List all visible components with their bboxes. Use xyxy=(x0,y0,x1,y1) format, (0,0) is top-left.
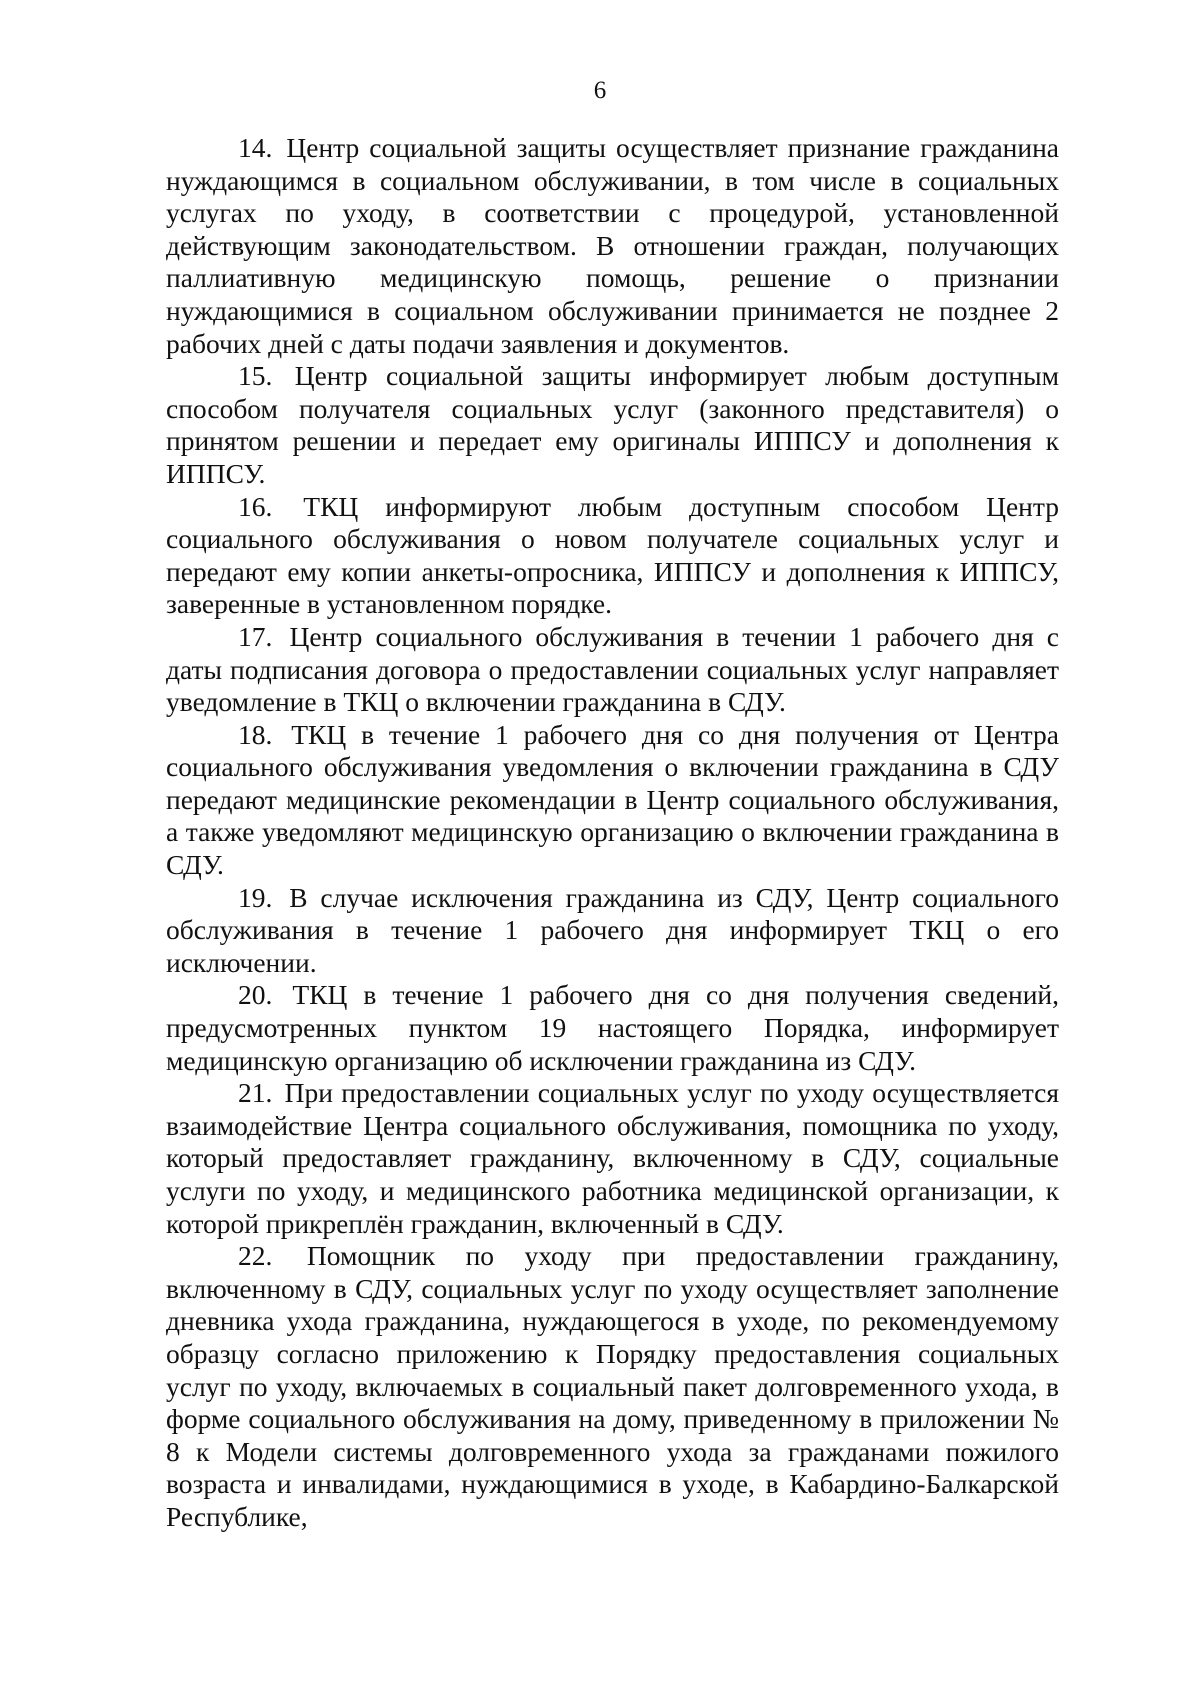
paragraph-number: 16. xyxy=(238,490,273,522)
paragraph-number: 15. xyxy=(238,360,273,392)
paragraph-16 xyxy=(166,491,1059,621)
paragraph-19 xyxy=(166,882,1059,980)
paragraph-number: 18. xyxy=(238,718,273,750)
paragraph-text: Центр социальной защиты осуществляет признание гражданина нуждающимся в социальном обслуживании, в том числе в социальных услугах по уходу, в соответствии с процедурой, установленной действующим законодательством. В отношении граждан, получающих паллиативную медицинскую помощь, решение о признании нуждающимися в социальном обслуживании принимается не позднее 2 рабочих дней с даты подачи заявления и документов. xyxy=(166,132,1060,359)
paragraph-21 xyxy=(166,1077,1059,1240)
paragraph-22 xyxy=(166,1240,1059,1533)
paragraph-text: В случае исключения гражданина из СДУ, Центр социального обслуживания в течение 1 рабочего дня информирует ТКЦ о его исключении. xyxy=(166,881,1060,978)
paragraph-text: Помощник по уходу при предоставлении гражданину, включенному в СДУ, социальных услуг по уходу осуществляет заполнение дневника ухода гражданина, нуждающегося в уходе, по рекомендуемому образцу согласно приложению к Порядку предоставления социальных услуг по уходу, включаемых в социальный пакет долговременного ухода, в форме социального обслуживания на дому, приведенному в приложении № 8 к Модели системы долговременного ухода за гражданами пожилого возраста и инвалидами, нуждающимися в уходе, в Кабардино-Балкарской Республике, xyxy=(166,1240,1060,1532)
paragraph-number: 14. xyxy=(238,132,273,163)
paragraph-text: Центр социальной защиты информирует любым доступным способом получателя социальных услуг (законного представителя) о принятом решении и передает ему оригиналы ИППСУ и дополнения к ИППСУ. xyxy=(166,360,1059,489)
paragraph-text: При предоставлении социальных услуг по уходу осуществляется взаимодействие Центра социального обслуживания, помощника по уходу, который предоставляет гражданину, включенному в СДУ, социальные услуги по уходу, и медицинского работника медицинской организации, к которой прикреплён гражданин, включенный в СДУ. xyxy=(166,1077,1060,1239)
paragraph-number: 19. xyxy=(238,881,273,913)
paragraph-number: 21. xyxy=(238,1077,273,1109)
document-body xyxy=(166,132,1059,1534)
paragraph-text: ТКЦ в течение 1 рабочего дня со дня получения от Центра социального обслуживания уведомления о включении гражданина в СДУ передают медицинские рекомендации в Центр социального обслуживания, а также уведомляют медицинскую организацию о включении гражданина в СДУ. xyxy=(166,718,1059,881)
paragraph-20 xyxy=(166,979,1059,1077)
paragraph-number: 17. xyxy=(238,620,273,652)
paragraph-17 xyxy=(166,621,1059,719)
paragraph-18 xyxy=(166,719,1059,882)
paragraph-14 xyxy=(166,132,1059,360)
paragraph-number: 22. xyxy=(238,1240,273,1272)
paragraph-number: 20. xyxy=(238,979,273,1011)
paragraph-text: ТКЦ информируют любым доступным способом Центр социального обслуживания о новом получателе социальных услуг и передают ему копии анкеты-опросника, ИППСУ и дополнения к ИППСУ, заверенные в установленном порядке. xyxy=(166,490,1059,620)
paragraph-text: Центр социального обслуживания в течении 1 рабочего дня с даты подписания договора о предоставлении социальных услуг направляет уведомление в ТКЦ о включении гражданина в СДУ. xyxy=(166,620,1060,718)
paragraph-15 xyxy=(166,360,1059,490)
paragraph-text: ТКЦ в течение 1 рабочего дня со дня получения сведений, предусмотренных пунктом 19 настоящего Порядка, информирует медицинскую организацию об исключении гражданина из СДУ. xyxy=(166,979,1059,1076)
page-number: 6 xyxy=(593,77,607,104)
